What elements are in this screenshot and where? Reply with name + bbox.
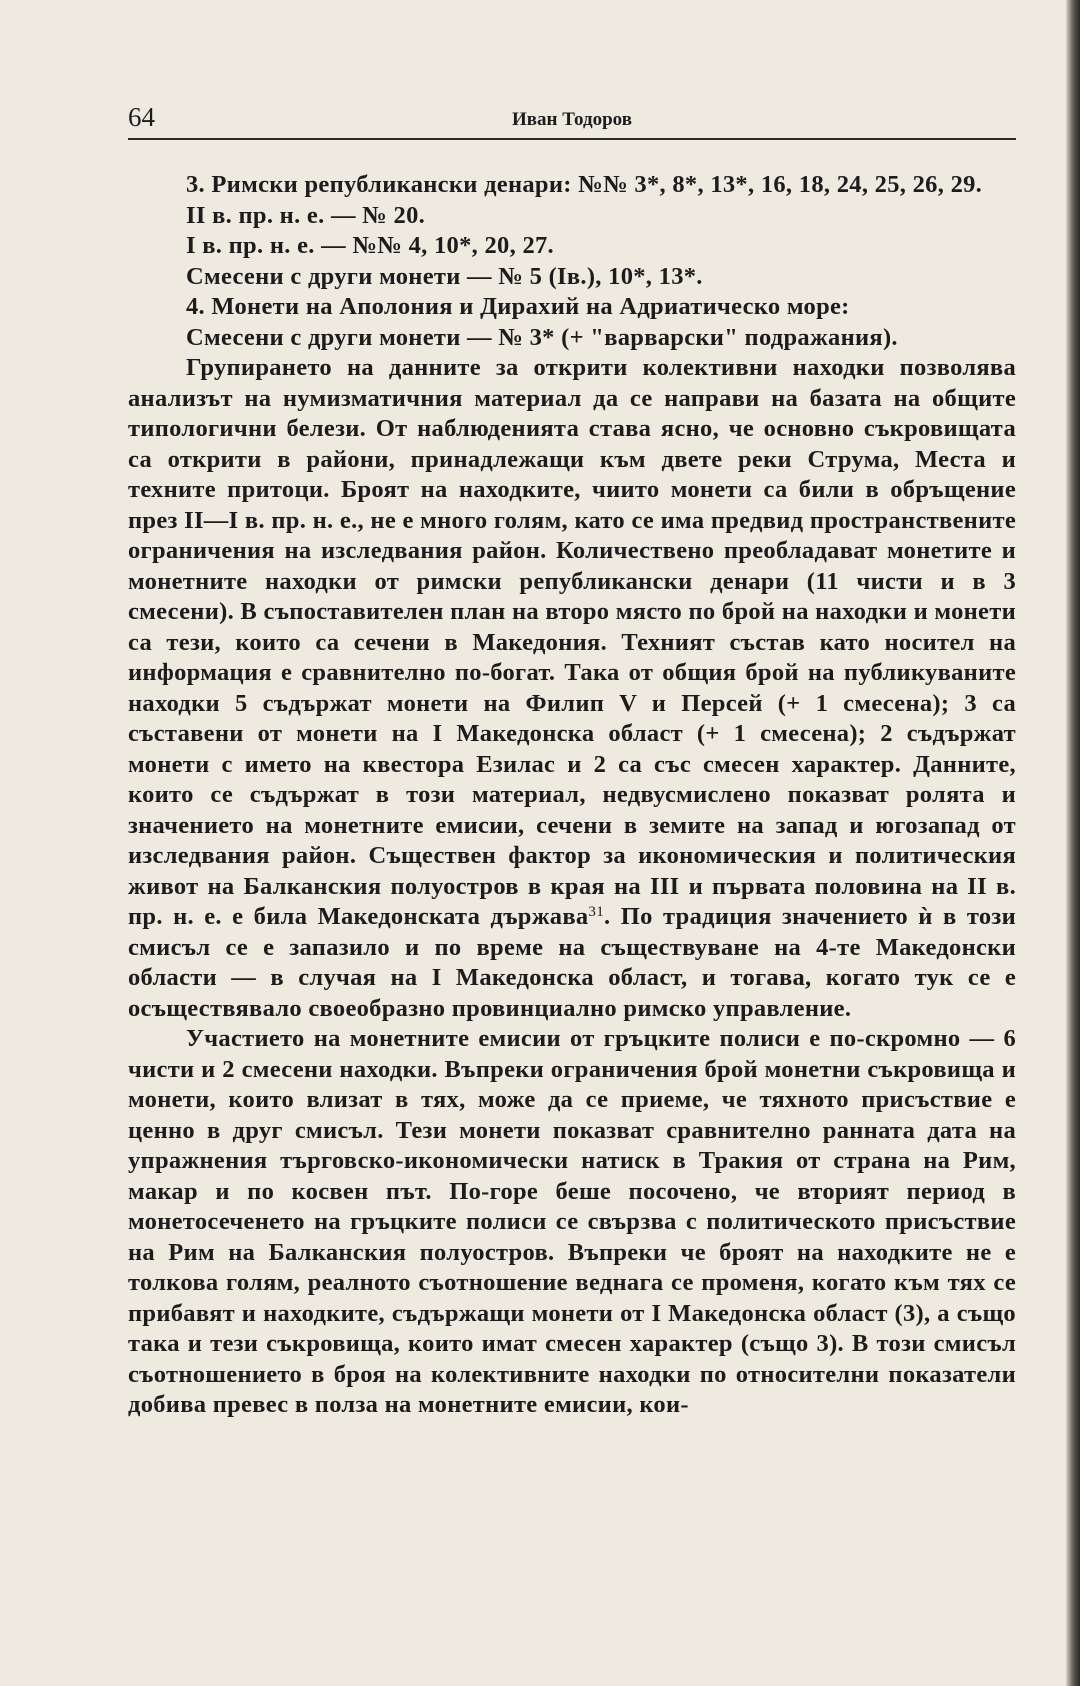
page-header	[128, 100, 1016, 140]
running-head: Иван Тодоров	[512, 109, 632, 130]
paragraph-7	[128, 353, 1016, 1024]
paragraph-3: I в. пр. н. е. — №№ 4, 10*, 20, 27.	[186, 232, 554, 259]
footnote-ref: 31	[588, 904, 605, 920]
paragraph-1: 3. Римски републикански денари: №№ 3*, 8*, 13*, 16, 18, 24, 25, 26, 29.	[186, 171, 983, 198]
page-number: 64	[128, 102, 155, 132]
paragraph-7-text-before: Групирането на данните за открити колективни находки позволява анализът на нумизматичния материал да се направи на базата на общите типологични белези. От наблюденията става ясно, че основно съкровищата са открити в райони, принадлежащи към двете реки Струма, Места и техните притоци. Броят на находките, чиито монети са били в обръщение през II—I в. пр. н. е., не е много голям, като се има предвид пространствените ограничения на изследвания район. Количествено преобладават монетите и монетните находки от римски републикански денари (11 чисти и в 3 смесени). В съпоставителен план на второ място по брой на находки и монети са тези, които са сечени в Македония. Техният състав като носител на информация е сравнително по-богат. Така от общия брой на публикуваните находки 5 съдържат монети на Филип V и Персей (+ 1 смесена); 3 са съставени от монети на I Македонска област (+ 1 смесена); 2 съдържат монети с името на квестора Езилас и 2 са със смесен характер. Данните, които се съдържат в този материал, недвусмислено показват ролята и значението на монетните емисии, сечени в земите на запад и югозапад от изследвания район. Съществен фактор за икономическия и политическия живот на Балканския полуостров в края на III и първата половина на II в. пр. н. е. е била Македонската държава	[128, 354, 1016, 930]
main-text	[128, 170, 1016, 1421]
paragraph-7-text-after: . По традиция значението ѝ в този смисъл се е запазило и по време на съществуване на 4-те Македонски области — в случая на I Македонска област, и тогава, когато тук се е осъществявало своеобразно провинциално римско управление.	[128, 903, 1016, 1022]
paragraph-5: 4. Монети на Аполония и Дирахий на Адриатическо море:	[186, 293, 850, 320]
page-edge-shadow	[1066, 0, 1080, 1686]
paragraph-2: II в. пр. н. е. — № 20.	[186, 201, 426, 229]
header-rule	[128, 138, 1016, 140]
paragraph-8: Участието на монетните емисии от гръцките полиси е по-скромно — 6 чисти и 2 смесени находки. Въпреки ограничения брой монетни съкровища и монети, които влизат в тях, може да се приеме, че тяхното присъствие е ценно в друг смисъл. Тези монети показват сравнително ранната дата на упражнения търговско-икономически натиск в Тракия от страна на Рим, макар и по косвен път. По-горе беше посочено, че вторият период в монетосеченето на гръцките полиси се свързва с политическото присъствие на Рим на Балканския полуостров. Въпреки че броят на находките не е толкова голям, реалното съотношение веднага се променя, когато към тях се прибавят и находките, съдържащи монети от I Македонска област (3), а също така и тези съкровища, които имат смесен характер (също 3). В този смисъл съотношението в броя на колективните находки по относителни показатели добива превес в полза на монетните емисии, кои-	[128, 1025, 1016, 1418]
paragraph-4: Смесени с други монети — № 5 (Iв.), 10*, 13*.	[186, 262, 703, 290]
paragraph-6: Смесени с други монети — № 3* (+ "варварски" подражания).	[186, 323, 898, 351]
